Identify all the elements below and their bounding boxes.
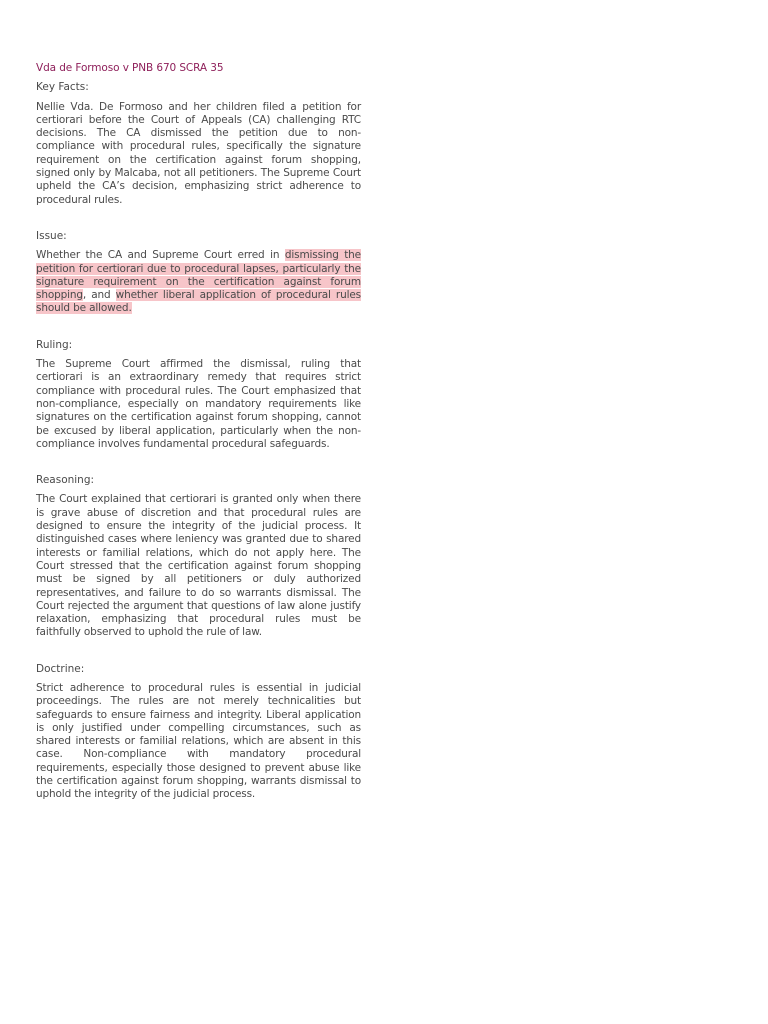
doctrine-label: Doctrine: <box>36 662 85 675</box>
issue-text-part-2: , and <box>82 289 116 302</box>
section-spacer <box>36 640 361 663</box>
ruling-text: The Supreme Court affirmed the dismissal, ruling that certiorari is an extraordinary remedy that requires strict compliance with procedural rules. The Court emphasized that non-compliance, especially on mandatory requirements like signatures on the certification against forum shopping, cannot be excused by liberal application, particularly when the non-compliance involves fundamental procedural safeguards. <box>36 358 361 450</box>
ruling-label: Ruling: <box>36 338 73 351</box>
section-spacer <box>36 207 361 230</box>
reasoning-text: The Court explained that certiorari is granted only when there is grave abuse of discretion and that procedural rules are designed to ensure the integrity of the judicial process. It distinguished cases where leniency was granted due to shared interests or familial relations, which do not apply here. The Court stressed that the certification against forum shopping must be signed by all petitioners or duly authorized representatives, and failure to do so warrants dismissal. The Court rejected the argument that questions of law alone justify relaxation, emphasizing that procedural rules must be faithfully observed to uphold the rule of law. <box>36 493 361 639</box>
issue-highlight-2: whether liberal application of procedural rules should be allowed. <box>36 289 361 315</box>
document-page <box>36 62 361 802</box>
issue-label: Issue: <box>36 229 67 242</box>
reasoning-label: Reasoning: <box>36 474 95 487</box>
issue-highlight-1: dismissing the petition for certiorari due to procedural lapses, particularly the signature requirement on the certification against forum shopping <box>36 249 361 302</box>
doctrine-text: Strict adherence to procedural rules is essential in judicial proceedings. The rules are not merely technicalities but safeguards to ensure fairness and integrity. Liberal application is only justified under compelling circumstances, such as shared interests or familial relations, which are absent in this case. Non-compliance with mandatory procedural requirements, especially those designed to prevent abuse like the certification against forum shopping, warrants dismissal to uphold the integrity of the judicial process. <box>36 681 361 801</box>
section-spacer <box>36 451 361 474</box>
key-facts-text: Nellie Vda. De Formoso and her children filed a petition for certiorari before the Court of Appeals (CA) challenging RTC decisions. The CA dismissed the petition due to non-compliance with procedural rules, specifically the signature requirement on the certification against forum shopping, signed only by Malcaba, not all petitioners. The Supreme Court upheld the CA’s decision, emphasizing strict adherence to procedural rules. <box>36 100 361 206</box>
issue-text <box>36 249 361 315</box>
section-spacer <box>36 316 361 339</box>
key-facts-label: Key Facts: <box>36 81 89 94</box>
issue-text-part-1: Whether the CA and Supreme Court erred in <box>36 249 285 262</box>
document-title: Vda de Formoso v PNB 670 SCRA 35 <box>36 62 224 74</box>
